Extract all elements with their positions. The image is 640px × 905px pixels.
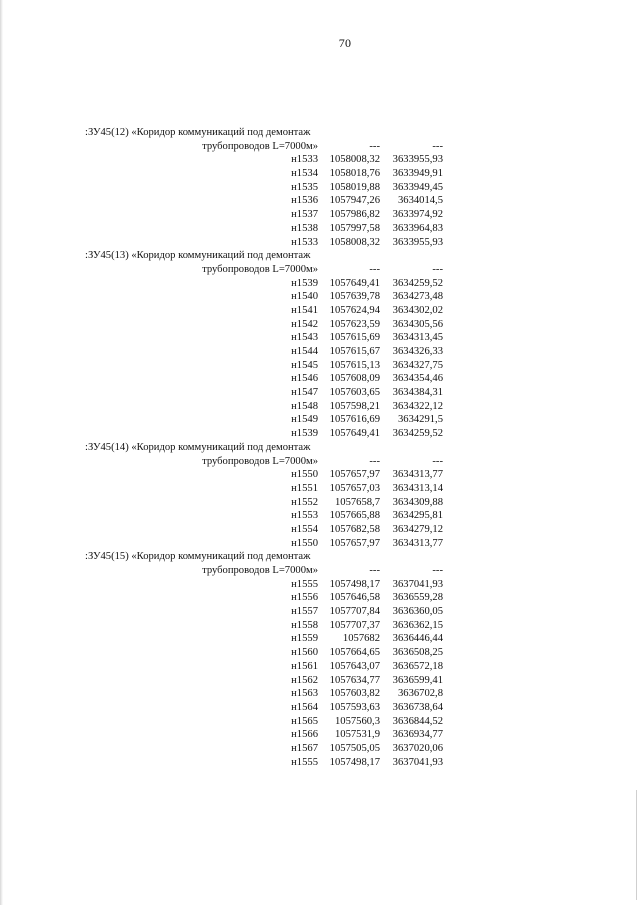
x-coordinate: 1057986,82 xyxy=(329,209,380,221)
coordinate-row xyxy=(85,427,445,441)
section-title-continuation-row xyxy=(85,263,445,277)
point-name: н1546 xyxy=(291,373,318,385)
point-name: н1551 xyxy=(291,482,318,494)
section-title-continuation: трубопроводов L=7000м» xyxy=(202,263,318,275)
coordinate-row xyxy=(85,236,445,250)
x-dash: --- xyxy=(369,263,380,275)
y-coordinate: 3634295,81 xyxy=(392,510,443,522)
coordinate-row xyxy=(85,632,445,646)
y-coordinate: 3636844,52 xyxy=(392,715,443,727)
y-dash: --- xyxy=(432,263,443,275)
point-name: н1537 xyxy=(291,209,318,221)
point-name: н1556 xyxy=(291,592,318,604)
x-coordinate: 1057657,03 xyxy=(329,482,380,494)
x-coordinate: 1057682 xyxy=(342,633,380,645)
y-coordinate: 3636559,28 xyxy=(392,592,443,604)
y-coordinate: 3634313,77 xyxy=(392,537,443,549)
coordinate-row xyxy=(85,619,445,633)
y-dash: --- xyxy=(432,140,443,152)
coordinate-row xyxy=(85,153,445,167)
section-title-continuation: трубопроводов L=7000м» xyxy=(202,565,318,576)
point-name: н1536 xyxy=(291,195,318,207)
point-name: н1565 xyxy=(291,715,318,727)
x-dash: --- xyxy=(369,455,380,467)
coordinate-row xyxy=(85,277,445,291)
coordinate-row xyxy=(85,318,445,332)
coordinate-row xyxy=(85,646,445,660)
x-coordinate: 1057593,63 xyxy=(329,701,380,713)
page-number: 70 xyxy=(338,36,352,50)
coordinate-row xyxy=(85,181,445,195)
point-name: н1533 xyxy=(291,154,318,166)
x-coordinate: 1057634,77 xyxy=(329,674,380,686)
y-coordinate: 3633949,91 xyxy=(392,168,443,180)
x-coordinate: 1057997,58 xyxy=(329,222,380,234)
point-name: н1547 xyxy=(291,387,318,399)
point-name: н1541 xyxy=(291,304,318,316)
x-coordinate: 1058008,32 xyxy=(329,236,380,248)
point-name: н1563 xyxy=(291,688,318,700)
y-coordinate: 3636702,8 xyxy=(397,688,443,700)
coordinate-row xyxy=(85,304,445,318)
x-coordinate: 1057657,97 xyxy=(329,469,380,481)
point-name: н1555 xyxy=(291,578,318,590)
coordinate-row xyxy=(85,728,445,742)
land-plot-section xyxy=(85,249,445,441)
x-coordinate: 1057643,07 xyxy=(329,660,380,672)
y-coordinate: 3634313,77 xyxy=(392,469,443,481)
coordinate-row xyxy=(85,756,445,770)
y-coordinate: 3634279,12 xyxy=(392,523,443,535)
x-coordinate: 1057498,17 xyxy=(329,756,380,768)
scan-edge-right xyxy=(636,790,637,900)
y-coordinate: 3634313,14 xyxy=(392,482,443,494)
x-coordinate: 1057707,37 xyxy=(329,619,380,631)
y-coordinate: 3634309,88 xyxy=(392,496,443,508)
point-name: н1552 xyxy=(291,496,318,508)
section-title-continuation-row xyxy=(85,564,445,578)
coordinate-row xyxy=(85,687,445,701)
section-title-continuation-row xyxy=(85,140,445,154)
y-coordinate: 3634327,75 xyxy=(392,359,443,371)
y-coordinate: 3637020,06 xyxy=(392,742,443,754)
point-name: н1548 xyxy=(291,400,318,412)
x-coordinate: 1057664,65 xyxy=(329,647,380,659)
coordinate-row xyxy=(85,468,445,482)
x-coordinate: 1057657,97 xyxy=(329,537,380,549)
section-title-continuation: трубопроводов L=7000м» xyxy=(202,140,318,152)
y-coordinate: 3636362,15 xyxy=(392,619,443,631)
y-coordinate: 3634302,02 xyxy=(392,304,443,316)
point-name: н1566 xyxy=(291,729,318,741)
x-coordinate: 1057608,09 xyxy=(329,373,380,385)
coordinate-row xyxy=(85,194,445,208)
point-name: н1557 xyxy=(291,606,318,618)
coordinate-row xyxy=(85,537,445,551)
point-name: н1535 xyxy=(291,181,318,193)
coordinate-row xyxy=(85,674,445,688)
y-coordinate: 3637041,93 xyxy=(392,578,443,590)
scan-edge-left xyxy=(0,0,3,905)
section-title: :ЗУ45(13) «Коридор коммуникаций под демонтаж xyxy=(85,250,311,262)
point-name: н1553 xyxy=(291,510,318,522)
x-coordinate: 1057560,3 xyxy=(334,715,380,727)
coordinate-row xyxy=(85,523,445,537)
point-name: н1543 xyxy=(291,332,318,344)
land-plot-section xyxy=(85,441,445,551)
y-coordinate: 3634014,5 xyxy=(397,195,443,207)
x-coordinate: 1057498,17 xyxy=(329,578,380,590)
y-coordinate: 3633974,92 xyxy=(392,209,443,221)
point-name: н1542 xyxy=(291,318,318,330)
x-coordinate: 1057658,7 xyxy=(334,496,380,508)
y-coordinate: 3634326,33 xyxy=(392,346,443,357)
y-dash: --- xyxy=(432,455,443,467)
point-name: н1562 xyxy=(291,674,318,686)
point-name: н1558 xyxy=(291,619,318,631)
coordinate-row xyxy=(85,290,445,304)
point-name: н1544 xyxy=(291,346,318,357)
land-plot-section xyxy=(85,126,445,249)
coordinate-row xyxy=(85,222,445,236)
coordinate-row xyxy=(85,413,445,427)
y-coordinate: 3634313,45 xyxy=(392,332,443,344)
y-coordinate: 3633949,45 xyxy=(392,181,443,193)
x-coordinate: 1057615,69 xyxy=(329,332,380,344)
x-coordinate: 1058018,76 xyxy=(329,168,380,180)
point-name: н1555 xyxy=(291,756,318,768)
point-name: н1559 xyxy=(291,633,318,645)
y-coordinate: 3636572,18 xyxy=(392,660,443,672)
point-name: н1550 xyxy=(291,469,318,481)
point-name: н1550 xyxy=(291,537,318,549)
x-dash: --- xyxy=(369,565,380,576)
point-name: н1538 xyxy=(291,222,318,234)
coordinate-listing xyxy=(85,126,445,769)
coordinate-row xyxy=(85,715,445,729)
y-coordinate: 3634259,52 xyxy=(392,428,443,440)
y-coordinate: 3637041,93 xyxy=(392,756,443,768)
point-name: н1545 xyxy=(291,359,318,371)
point-name: н1560 xyxy=(291,647,318,659)
y-coordinate: 3634259,52 xyxy=(392,277,443,289)
x-coordinate: 1057505,05 xyxy=(329,742,380,754)
y-coordinate: 3633955,93 xyxy=(392,154,443,166)
y-coordinate: 3636360,05 xyxy=(392,606,443,618)
coordinate-row xyxy=(85,605,445,619)
point-name: н1554 xyxy=(291,523,318,535)
point-name: н1561 xyxy=(291,660,318,672)
x-coordinate: 1057665,88 xyxy=(329,510,380,522)
coordinate-row xyxy=(85,386,445,400)
y-coordinate: 3634384,31 xyxy=(392,387,443,399)
land-plot-section xyxy=(85,550,445,769)
section-title-continuation: трубопроводов L=7000м» xyxy=(202,455,318,467)
coordinate-row xyxy=(85,400,445,414)
y-coordinate: 3636738,64 xyxy=(392,701,443,713)
coordinate-row xyxy=(85,591,445,605)
x-coordinate: 1057603,82 xyxy=(329,688,380,700)
y-coordinate: 3636508,25 xyxy=(392,647,443,659)
x-coordinate: 1057623,59 xyxy=(329,318,380,330)
x-coordinate: 1058019,88 xyxy=(329,181,380,193)
x-coordinate: 1057598,21 xyxy=(329,400,380,412)
x-coordinate: 1057624,94 xyxy=(329,304,380,316)
point-name: н1533 xyxy=(291,236,318,248)
coordinate-row xyxy=(85,578,445,592)
coordinate-row xyxy=(85,482,445,496)
section-title: :ЗУ45(14) «Коридор коммуникаций под демонтаж xyxy=(85,441,311,453)
x-coordinate: 1057649,41 xyxy=(329,277,380,289)
y-coordinate: 3636934,77 xyxy=(392,729,443,741)
section-title: :ЗУ45(15) «Коридор коммуникаций под демонтаж xyxy=(85,551,311,563)
coordinate-row xyxy=(85,167,445,181)
y-coordinate: 3633964,83 xyxy=(392,222,443,234)
point-name: н1549 xyxy=(291,414,318,426)
x-dash: --- xyxy=(369,140,380,152)
coordinate-row xyxy=(85,359,445,373)
y-coordinate: 3634273,48 xyxy=(392,291,443,303)
y-coordinate: 3636446,44 xyxy=(392,633,443,645)
point-name: н1540 xyxy=(291,291,318,303)
x-coordinate: 1057603,65 xyxy=(329,387,380,399)
section-title-continuation-row xyxy=(85,455,445,469)
point-name: н1567 xyxy=(291,742,318,754)
x-coordinate: 1057615,67 xyxy=(329,346,380,357)
x-coordinate: 1057947,26 xyxy=(329,195,380,207)
x-coordinate: 1057615,13 xyxy=(329,359,380,371)
coordinate-row xyxy=(85,345,445,359)
y-coordinate: 3634305,56 xyxy=(392,318,443,330)
point-name: н1534 xyxy=(291,168,318,180)
coordinate-row xyxy=(85,742,445,756)
point-name: н1539 xyxy=(291,277,318,289)
coordinate-row xyxy=(85,509,445,523)
coordinate-row xyxy=(85,331,445,345)
coordinate-row xyxy=(85,496,445,510)
point-name: н1564 xyxy=(291,701,318,713)
coordinate-row xyxy=(85,208,445,222)
x-coordinate: 1058008,32 xyxy=(329,154,380,166)
point-name: н1539 xyxy=(291,428,318,440)
coordinate-row xyxy=(85,701,445,715)
y-coordinate: 3634354,46 xyxy=(392,373,443,385)
coordinate-row xyxy=(85,372,445,386)
x-coordinate: 1057646,58 xyxy=(329,592,380,604)
y-coordinate: 3634291,5 xyxy=(397,414,443,426)
y-dash: --- xyxy=(432,565,443,576)
x-coordinate: 1057616,69 xyxy=(329,414,380,426)
y-coordinate: 3633955,93 xyxy=(392,236,443,248)
section-title: :ЗУ45(12) «Коридор коммуникаций под демонтаж xyxy=(85,127,311,138)
x-coordinate: 1057639,78 xyxy=(329,291,380,303)
x-coordinate: 1057649,41 xyxy=(329,428,380,440)
x-coordinate: 1057682,58 xyxy=(329,523,380,535)
x-coordinate: 1057531,9 xyxy=(334,729,380,741)
x-coordinate: 1057707,84 xyxy=(329,606,380,618)
y-coordinate: 3636599,41 xyxy=(392,674,443,686)
coordinate-row xyxy=(85,660,445,674)
y-coordinate: 3634322,12 xyxy=(392,400,443,412)
